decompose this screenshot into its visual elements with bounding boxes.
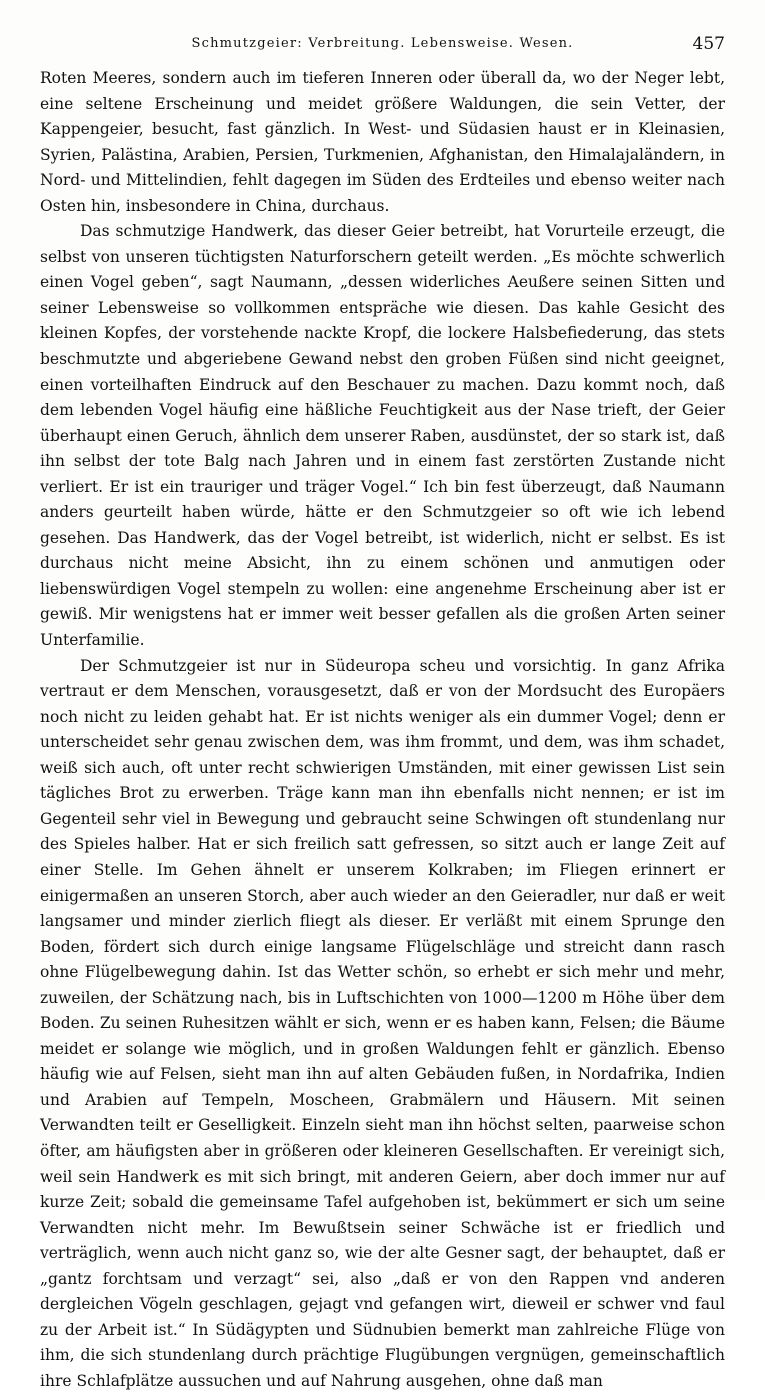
body-text <box>40 66 725 1394</box>
running-head: Schmutzgeier: Verbreitung. Lebensweise. Wesen. <box>191 36 574 51</box>
page-number: 457 <box>692 34 725 54</box>
page-header <box>40 34 725 58</box>
paragraph-verhalten: Der Schmutzgeier ist nur in Südeuropa scheu und vorsichtig. In ganz Afrika vertraut er dem Menschen, vorausgesetzt, daß er von der Mordsucht des Europäers noch nicht zu leiden gehabt hat. Er ist nichts weniger als ein dummer Vogel; denn er unterscheidet sehr genau zwischen dem, was ihm frommt, und dem, was ihm schadet, weiß sich auch, oft unter recht schwierigen Umständen, mit einer gewissen List sein tägliches Brot zu erwerben. Träge kann man ihn ebenfalls nicht nennen; er ist im Gegenteil sehr viel in Bewegung und gebraucht seine Schwingen oft stundenlang nur des Spieles halber. Hat er sich freilich satt gefressen, so sitzt auch er lange Zeit auf einer Stelle. Im Gehen ähnelt er unserem Kolkraben; im Fliegen erinnert er einigermaßen an unseren Storch, aber auch wieder an den Geieradler, nur daß er weit langsamer und minder zierlich fliegt als dieser. Er verläßt mit einem Sprunge den Boden, fördert sich durch einige langsame Flügelschläge und streicht dann rasch ohne Flügelbewegung dahin. Ist das Wetter schön, so erhebt er sich mehr und mehr, zuweilen, der Schätzung nach, bis in Luftschichten von 1000—1200 m Höhe über dem Boden. Zu seinen Ruhesitzen wählt er sich, wenn er es haben kann, Felsen; die Bäume meidet er solange wie möglich, und in großen Waldungen fehlt er gänzlich. Ebenso häufig wie auf Felsen, sieht man ihn auf alten Gebäuden fußen, in Nordafrika, Indien und Arabien auf Tempeln, Moscheen, Grabmälern und Häusern. Mit seinen Verwandten teilt er Geselligkeit. Einzeln sieht man ihn höchst selten, paarweise schon öfter, am häufigsten aber in größeren oder kleineren Gesellschaften. Er vereinigt sich, weil sein Handwerk es mit sich bringt, mit anderen Geiern, aber doch immer nur auf kurze Zeit; sobald die gemeinsame Tafel aufgehoben ist, bekümmert er sich um seine Verwandten nicht mehr. Im Bewußtsein seiner Schwäche ist er friedlich und verträglich, wenn auch nicht ganz so, wie der alte Gesner sagt, der behauptet, daß er „gantz forchtsam und verzagt“ sei, also „daß er von den Rappen vnd anderen dergleichen Vögeln geschlagen, gejagt vnd gefangen wirt, dieweil er schwer vnd faul zu der Arbeit ist.“ In Südägypten und Südnubien bemerkt man zahlreiche Flüge von ihm, die sich stundenlang durch prächtige Flugübungen vergnügen, gemeinschaftlich ihre Schlafplätze aussuchen und auf Nahrung ausgehen, ohne daß man <box>40 656 725 1390</box>
paragraph-continuation: Roten Meeres, sondern auch im tieferen Inneren oder überall da, wo der Neger lebt, eine seltene Erscheinung und meidet größere Waldungen, die sein Vetter, der Kappengeier, besucht, fast gänzlich. In West- und Südasien haust er in Kleinasien, Syrien, Palästina, Arabien, Persien, Turkmenien, Afghanistan, den Himalajaländern, in Nord- und Mittelindien, fehlt dagegen im Süden des Erdteiles und ebenso weiter nach Osten hin, insbesondere in China, durchaus. <box>40 69 725 215</box>
paragraph-handwerk: Das schmutzige Handwerk, das dieser Geier betreibt, hat Vorurteile erzeugt, die selbst von unseren tüchtigsten Naturforschern geteilt werden. „Es möchte schwerlich einen Vogel geben“, sagt Naumann, „dessen widerliches Aeußere seinen Sitten und seiner Lebensweise so vollkommen entspräche wie diesen. Das kahle Gesicht des kleinen Kopfes, der vorstehende nackte Kropf, die lockere Halsbefiederung, das stets beschmutzte und abgeriebene Gewand nebst den groben Füßen sind nicht geeignet, einen vorteilhaften Eindruck auf den Beschauer zu machen. Dazu kommt noch, daß dem lebenden Vogel häufig eine häßliche Feuchtigkeit aus der Nase trieft, der Geier überhaupt einen Geruch, ähnlich dem unserer Raben, ausdünstet, der so stark ist, daß ihn selbst der tote Balg nach Jahren und in einem fast zerstörten Zustande nicht verliert. Er ist ein trauriger und träger Vogel.“ Ich bin fest überzeugt, daß Naumann anders geurteilt haben würde, hätte er den Schmutzgeier so oft wie ich lebend gesehen. Das Handwerk, das der Vogel betreibt, ist widerlich, nicht er selbst. Es ist durchaus nicht meine Absicht, ihn zu einem schönen und anmutigen oder liebenswürdigen Vogel stempeln zu wollen: eine angenehme Erscheinung aber ist er gewiß. Mir wenigstens hat er immer weit besser gefallen als die großen Arten seiner Unterfamilie. <box>40 222 725 650</box>
